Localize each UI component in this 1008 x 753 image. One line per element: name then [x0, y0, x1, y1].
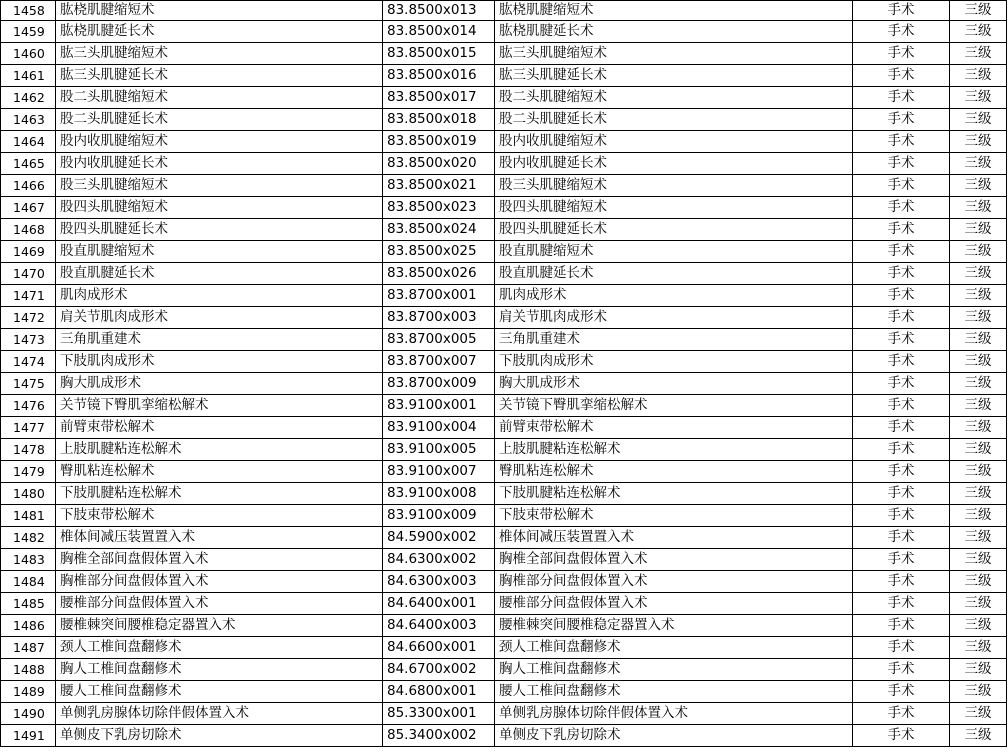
- procedure-code: 83.8500x014: [383, 21, 495, 43]
- procedure-level: 三级: [950, 263, 1007, 285]
- table-row: [1, 373, 1007, 395]
- row-number: 1468: [1, 219, 56, 241]
- procedure-category: 手术: [853, 197, 950, 219]
- procedure-code: 84.6400x003: [383, 615, 495, 637]
- row-number: 1475: [1, 373, 56, 395]
- procedure-name: 关节镜下臀肌挛缩松解术: [56, 395, 383, 417]
- procedure-name: 下肢束带松解术: [56, 505, 383, 527]
- procedure-category: 手术: [853, 395, 950, 417]
- procedure-name-2: 下肢肌腱粘连松解术: [495, 483, 853, 505]
- procedure-code: 84.6400x001: [383, 593, 495, 615]
- table-row: [1, 219, 1007, 241]
- procedure-category: 手术: [853, 131, 950, 153]
- procedure-name-2: 股直肌腱缩短术: [495, 241, 853, 263]
- procedure-level: 三级: [950, 329, 1007, 351]
- table-row: [1, 725, 1007, 747]
- table-row: [1, 351, 1007, 373]
- procedure-name: 胸椎部分间盘假体置入术: [56, 571, 383, 593]
- procedure-name: 上肢肌腱粘连松解术: [56, 439, 383, 461]
- procedure-name: 股二头肌腱延长术: [56, 109, 383, 131]
- procedure-code: 83.8500x018: [383, 109, 495, 131]
- procedure-name: 单侧皮下乳房切除术: [56, 725, 383, 747]
- procedure-level: 三级: [950, 241, 1007, 263]
- procedure-level: 三级: [950, 571, 1007, 593]
- procedure-name-2: 椎体间减压装置置入术: [495, 527, 853, 549]
- procedure-level: 三级: [950, 21, 1007, 43]
- procedure-name-2: 关节镜下臀肌挛缩松解术: [495, 395, 853, 417]
- procedure-name: 肱桡肌腱延长术: [56, 21, 383, 43]
- row-number: 1464: [1, 131, 56, 153]
- procedure-name-2: 股直肌腱延长术: [495, 263, 853, 285]
- procedure-level: 三级: [950, 527, 1007, 549]
- table-row: [1, 505, 1007, 527]
- procedure-code: 84.6700x002: [383, 659, 495, 681]
- procedure-level: 三级: [950, 87, 1007, 109]
- table-row: [1, 307, 1007, 329]
- procedure-category: 手术: [853, 593, 950, 615]
- row-number: 1489: [1, 681, 56, 703]
- table-row: [1, 527, 1007, 549]
- procedure-name: 股四头肌腱缩短术: [56, 197, 383, 219]
- procedure-name-2: 前臂束带松解术: [495, 417, 853, 439]
- procedure-name-2: 肱三头肌腱延长术: [495, 65, 853, 87]
- procedure-name: 前臂束带松解术: [56, 417, 383, 439]
- procedure-name-2: 股四头肌腱缩短术: [495, 197, 853, 219]
- table-row: [1, 637, 1007, 659]
- procedure-level: 三级: [950, 197, 1007, 219]
- procedure-category: 手术: [853, 703, 950, 725]
- table-row: [1, 153, 1007, 175]
- row-number: 1485: [1, 593, 56, 615]
- row-number: 1478: [1, 439, 56, 461]
- row-number: 1470: [1, 263, 56, 285]
- table-row: [1, 21, 1007, 43]
- procedure-category: 手术: [853, 439, 950, 461]
- row-number: 1488: [1, 659, 56, 681]
- procedure-level: 三级: [950, 65, 1007, 87]
- procedure-category: 手术: [853, 461, 950, 483]
- procedure-level: 三级: [950, 307, 1007, 329]
- procedure-name: 股直肌腱缩短术: [56, 241, 383, 263]
- row-number: 1490: [1, 703, 56, 725]
- procedure-name-2: 肌肉成形术: [495, 285, 853, 307]
- table-row: [1, 681, 1007, 703]
- procedure-name: 三角肌重建术: [56, 329, 383, 351]
- table-row: [1, 109, 1007, 131]
- table-row: [1, 703, 1007, 725]
- procedure-category: 手术: [853, 615, 950, 637]
- procedure-level: 三级: [950, 351, 1007, 373]
- procedure-name-2: 肱桡肌腱延长术: [495, 21, 853, 43]
- table-row: [1, 461, 1007, 483]
- procedure-code: 83.8700x009: [383, 373, 495, 395]
- procedure-level: 三级: [950, 681, 1007, 703]
- procedure-level: 三级: [950, 549, 1007, 571]
- procedure-name-2: 胸人工椎间盘翻修术: [495, 659, 853, 681]
- procedure-name-2: 下肢肌肉成形术: [495, 351, 853, 373]
- table-row: [1, 395, 1007, 417]
- procedure-name-2: 上肢肌腱粘连松解术: [495, 439, 853, 461]
- procedure-name: 肱三头肌腱延长术: [56, 65, 383, 87]
- procedure-name-2: 胸椎全部间盘假体置入术: [495, 549, 853, 571]
- procedure-category: 手术: [853, 1, 950, 21]
- procedure-category: 手术: [853, 571, 950, 593]
- procedure-category: 手术: [853, 65, 950, 87]
- procedure-name: 下肢肌肉成形术: [56, 351, 383, 373]
- procedure-name-2: 腰人工椎间盘翻修术: [495, 681, 853, 703]
- row-number: 1458: [1, 1, 56, 21]
- procedure-category: 手术: [853, 307, 950, 329]
- procedure-category: 手术: [853, 219, 950, 241]
- row-number: 1484: [1, 571, 56, 593]
- row-number: 1480: [1, 483, 56, 505]
- procedure-category: 手术: [853, 527, 950, 549]
- procedure-name: 下肢肌腱粘连松解术: [56, 483, 383, 505]
- procedure-category: 手术: [853, 87, 950, 109]
- procedure-code: 84.6300x003: [383, 571, 495, 593]
- table-row: [1, 549, 1007, 571]
- table-row: [1, 241, 1007, 263]
- procedure-code: 83.8700x001: [383, 285, 495, 307]
- procedure-code: 83.8700x007: [383, 351, 495, 373]
- procedure-level: 三级: [950, 615, 1007, 637]
- row-number: 1465: [1, 153, 56, 175]
- procedure-level: 三级: [950, 285, 1007, 307]
- row-number: 1472: [1, 307, 56, 329]
- procedure-name-2: 臀肌粘连松解术: [495, 461, 853, 483]
- procedure-category: 手术: [853, 725, 950, 747]
- procedure-name-2: 胸椎部分间盘假体置入术: [495, 571, 853, 593]
- table-row: [1, 483, 1007, 505]
- row-number: 1482: [1, 527, 56, 549]
- procedure-code: 83.9100x001: [383, 395, 495, 417]
- table-row: [1, 87, 1007, 109]
- row-number: 1469: [1, 241, 56, 263]
- procedure-name: 颈人工椎间盘翻修术: [56, 637, 383, 659]
- procedure-code: 83.8500x024: [383, 219, 495, 241]
- procedure-category: 手术: [853, 241, 950, 263]
- procedure-category: 手术: [853, 109, 950, 131]
- procedure-code: 84.6800x001: [383, 681, 495, 703]
- procedure-level: 三级: [950, 637, 1007, 659]
- procedure-name-2: 胸大肌成形术: [495, 373, 853, 395]
- procedure-level: 三级: [950, 483, 1007, 505]
- row-number: 1463: [1, 109, 56, 131]
- procedure-name: 股直肌腱延长术: [56, 263, 383, 285]
- row-number: 1460: [1, 43, 56, 65]
- procedure-level: 三级: [950, 219, 1007, 241]
- procedure-category: 手术: [853, 373, 950, 395]
- procedure-name: 椎体间减压装置置入术: [56, 527, 383, 549]
- procedure-level: 三级: [950, 659, 1007, 681]
- procedure-code: 83.8500x020: [383, 153, 495, 175]
- procedure-level: 三级: [950, 725, 1007, 747]
- procedure-level: 三级: [950, 417, 1007, 439]
- procedure-code: 83.8500x023: [383, 197, 495, 219]
- procedure-code: 83.8500x017: [383, 87, 495, 109]
- procedure-category: 手术: [853, 681, 950, 703]
- row-number: 1466: [1, 175, 56, 197]
- row-number: 1477: [1, 417, 56, 439]
- procedure-level: 三级: [950, 703, 1007, 725]
- procedure-category: 手术: [853, 21, 950, 43]
- procedure-code: 83.8700x003: [383, 307, 495, 329]
- procedure-code: 83.9100x005: [383, 439, 495, 461]
- procedure-code: 85.3400x002: [383, 725, 495, 747]
- procedure-level: 三级: [950, 593, 1007, 615]
- procedure-category: 手术: [853, 659, 950, 681]
- procedure-name: 股内收肌腱缩短术: [56, 131, 383, 153]
- table-row: [1, 197, 1007, 219]
- procedure-code: 83.8500x019: [383, 131, 495, 153]
- procedure-name: 腰椎部分间盘假体置入术: [56, 593, 383, 615]
- row-number: 1479: [1, 461, 56, 483]
- procedure-name: 胸大肌成形术: [56, 373, 383, 395]
- procedure-name-2: 肱三头肌腱缩短术: [495, 43, 853, 65]
- table-row: [1, 615, 1007, 637]
- procedure-level: 三级: [950, 131, 1007, 153]
- procedure-code: 83.9100x009: [383, 505, 495, 527]
- table-row: [1, 329, 1007, 351]
- table-row: [1, 65, 1007, 87]
- procedure-name-2: 股内收肌腱延长术: [495, 153, 853, 175]
- procedure-level: 三级: [950, 109, 1007, 131]
- procedure-name: 肱三头肌腱缩短术: [56, 43, 383, 65]
- procedure-name-2: 股内收肌腱缩短术: [495, 131, 853, 153]
- procedure-name: 股二头肌腱缩短术: [56, 87, 383, 109]
- table-row: [1, 593, 1007, 615]
- procedure-code: 84.6600x001: [383, 637, 495, 659]
- procedure-name-2: 单侧乳房腺体切除伴假体置入术: [495, 703, 853, 725]
- table-row: [1, 131, 1007, 153]
- procedure-code: 83.9100x008: [383, 483, 495, 505]
- procedure-name: 股内收肌腱延长术: [56, 153, 383, 175]
- procedure-code: 83.8500x021: [383, 175, 495, 197]
- row-number: 1476: [1, 395, 56, 417]
- procedure-name: 胸人工椎间盘翻修术: [56, 659, 383, 681]
- procedure-code: 83.8500x026: [383, 263, 495, 285]
- procedure-category: 手术: [853, 417, 950, 439]
- procedure-name: 股三头肌腱缩短术: [56, 175, 383, 197]
- procedure-category: 手术: [853, 263, 950, 285]
- row-number: 1461: [1, 65, 56, 87]
- procedure-category: 手术: [853, 351, 950, 373]
- procedure-level: 三级: [950, 153, 1007, 175]
- procedure-level: 三级: [950, 461, 1007, 483]
- table-row: [1, 659, 1007, 681]
- procedure-level: 三级: [950, 373, 1007, 395]
- procedure-code: 85.3300x001: [383, 703, 495, 725]
- procedure-category: 手术: [853, 483, 950, 505]
- table-row: [1, 1, 1007, 21]
- row-number: 1487: [1, 637, 56, 659]
- procedure-level: 三级: [950, 505, 1007, 527]
- procedure-name-2: 三角肌重建术: [495, 329, 853, 351]
- row-number: 1491: [1, 725, 56, 747]
- procedure-name-2: 下肢束带松解术: [495, 505, 853, 527]
- procedure-name: 肩关节肌肉成形术: [56, 307, 383, 329]
- procedure-name-2: 单侧皮下乳房切除术: [495, 725, 853, 747]
- procedure-name-2: 股四头肌腱延长术: [495, 219, 853, 241]
- procedure-code: 84.5900x002: [383, 527, 495, 549]
- table-row: [1, 571, 1007, 593]
- row-number: 1474: [1, 351, 56, 373]
- row-number: 1462: [1, 87, 56, 109]
- table-row: [1, 417, 1007, 439]
- procedure-name: 胸椎全部间盘假体置入术: [56, 549, 383, 571]
- row-number: 1471: [1, 285, 56, 307]
- procedure-name-2: 腰椎棘突间腰椎稳定器置入术: [495, 615, 853, 637]
- procedure-code: 83.8700x005: [383, 329, 495, 351]
- procedure-category: 手术: [853, 43, 950, 65]
- procedure-category: 手术: [853, 285, 950, 307]
- row-number: 1473: [1, 329, 56, 351]
- procedure-category: 手术: [853, 505, 950, 527]
- procedure-level: 三级: [950, 43, 1007, 65]
- procedure-code: 83.9100x004: [383, 417, 495, 439]
- procedure-name: 腰人工椎间盘翻修术: [56, 681, 383, 703]
- row-number: 1483: [1, 549, 56, 571]
- table-row: [1, 285, 1007, 307]
- row-number: 1486: [1, 615, 56, 637]
- procedure-name-2: 颈人工椎间盘翻修术: [495, 637, 853, 659]
- procedure-table-body: [1, 1, 1007, 747]
- procedure-name: 单侧乳房腺体切除伴假体置入术: [56, 703, 383, 725]
- procedure-name-2: 腰椎部分间盘假体置入术: [495, 593, 853, 615]
- row-number: 1459: [1, 21, 56, 43]
- procedure-level: 三级: [950, 175, 1007, 197]
- procedure-name-2: 股三头肌腱缩短术: [495, 175, 853, 197]
- table-row: [1, 43, 1007, 65]
- procedure-level: 三级: [950, 1, 1007, 21]
- procedure-name: 股四头肌腱延长术: [56, 219, 383, 241]
- procedure-category: 手术: [853, 637, 950, 659]
- procedure-code: 83.8500x015: [383, 43, 495, 65]
- table-row: [1, 175, 1007, 197]
- procedure-name: 肌肉成形术: [56, 285, 383, 307]
- procedure-level: 三级: [950, 395, 1007, 417]
- procedure-code: 83.8500x016: [383, 65, 495, 87]
- procedure-level: 三级: [950, 439, 1007, 461]
- procedure-code: 83.8500x013: [383, 1, 495, 21]
- procedure-name: 腰椎棘突间腰椎稳定器置入术: [56, 615, 383, 637]
- procedure-name-2: 肱桡肌腱缩短术: [495, 1, 853, 21]
- row-number: 1467: [1, 197, 56, 219]
- procedure-category: 手术: [853, 549, 950, 571]
- procedure-name-2: 股二头肌腱缩短术: [495, 87, 853, 109]
- table-row: [1, 263, 1007, 285]
- procedure-code: 83.8500x025: [383, 241, 495, 263]
- procedure-category: 手术: [853, 175, 950, 197]
- procedure-code: 84.6300x002: [383, 549, 495, 571]
- row-number: 1481: [1, 505, 56, 527]
- procedure-category: 手术: [853, 329, 950, 351]
- procedure-category: 手术: [853, 153, 950, 175]
- procedure-name: 臀肌粘连松解术: [56, 461, 383, 483]
- procedure-name: 肱桡肌腱缩短术: [56, 1, 383, 21]
- procedure-code: 83.9100x007: [383, 461, 495, 483]
- table-row: [1, 439, 1007, 461]
- procedure-name-2: 肩关节肌肉成形术: [495, 307, 853, 329]
- procedure-name-2: 股二头肌腱延长术: [495, 109, 853, 131]
